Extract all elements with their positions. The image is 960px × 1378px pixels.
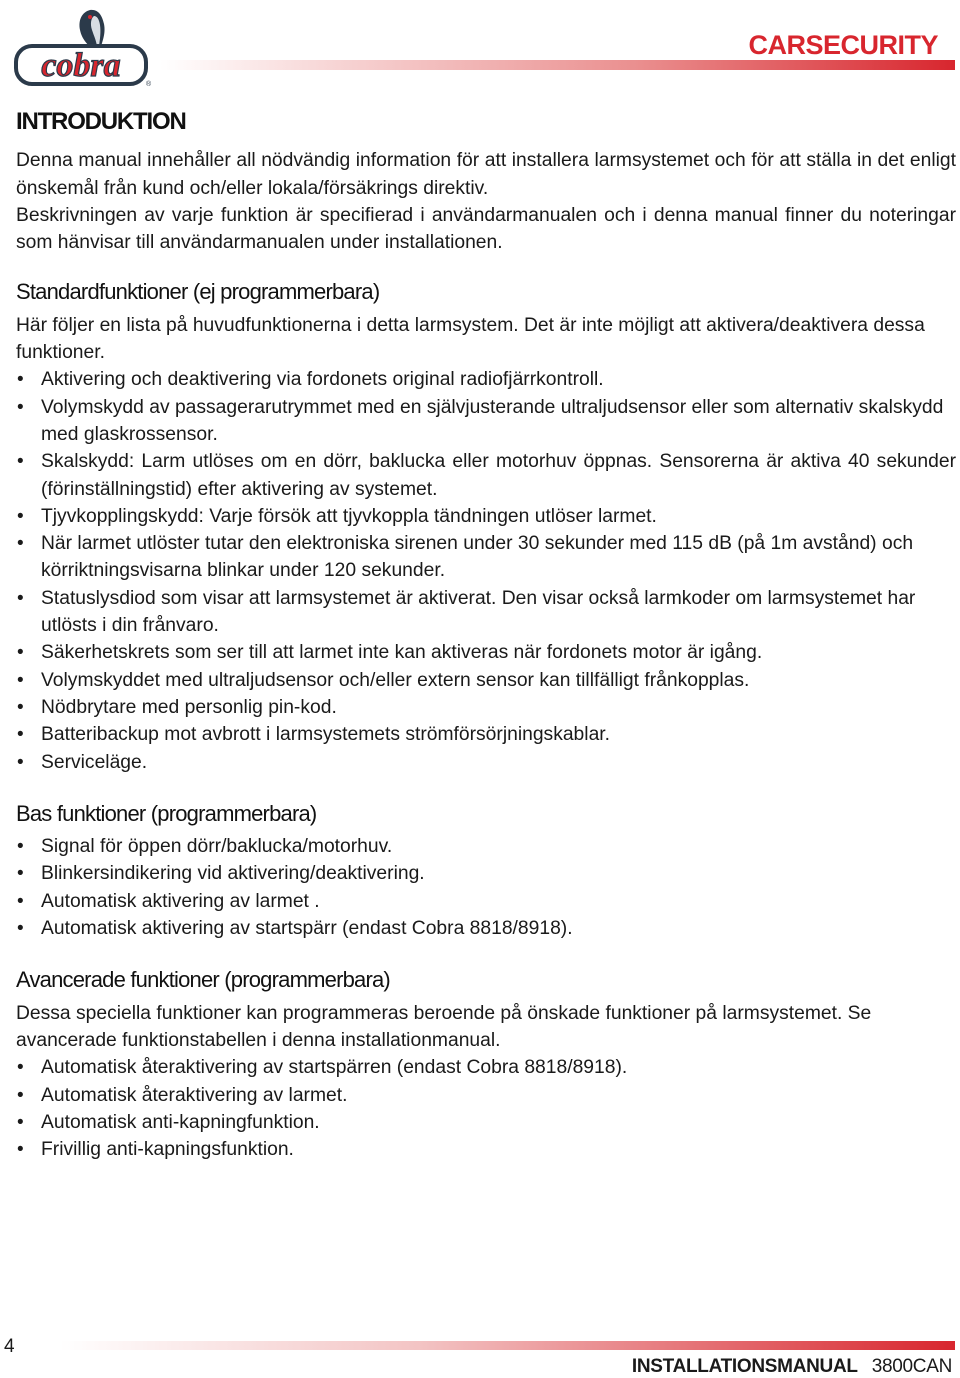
list-item: • Tjyvkopplingskydd: Varje försök att tjyvkoppla tändningen utlöser larmet. [16, 503, 956, 530]
footer-gradient-stripe [60, 1341, 955, 1350]
standard-functions-intro: Här följer en lista på huvudfunktionerna i detta larmsystem. Det är inte möjligt att aktivera/deaktivera dessa funktioner. [16, 314, 925, 364]
basic-functions-list [16, 833, 956, 942]
svg-text:®: ® [146, 81, 152, 88]
list-item: • Automatisk aktivering av startspärr (endast Cobra 8818/8918). [16, 915, 956, 942]
list-item: • Volymskyddet med ultraljudsensor och/eller extern sensor kan tillfälligt frånkopplas. [16, 667, 956, 694]
list-item: • Automatisk aktivering av larmet . [16, 888, 956, 915]
list-item: • Signal för öppen dörr/baklucka/motorhuv. [16, 833, 956, 860]
page-number: 4 [4, 1336, 15, 1357]
list-item: • Serviceläge. [16, 749, 956, 776]
footer-title [632, 1356, 952, 1378]
list-item: • Statuslysdiod som visar att larmsystemet är aktiverat. Den visar också larmkoder om larmsystemet har utlösts i din frånvaro. [16, 585, 956, 640]
standard-functions-heading: Standardfunktioner (ej programmerbara) [16, 279, 380, 305]
basic-functions-heading: Bas funktioner (programmerbara) [16, 800, 317, 826]
manual-label: INSTALLATIONSMANUAL [631, 1356, 858, 1377]
list-item: • När larmet utlöster tutar den elektroniska sirenen under 30 sekunder med 115 dB (på 1m avstånd) och körriktningsvisarna blinkar under 120 sekunder. [16, 530, 956, 585]
list-item: • Volymskydd av passagerarutrymmet med en självjusterande ultraljudsensor eller som alternativ skalskydd med glaskrossensor. [16, 394, 956, 449]
document-body [16, 108, 956, 1163]
header-gradient-stripe [160, 60, 955, 70]
list-item: • Automatisk återaktivering av startspärren (endast Cobra 8818/8918). [16, 1054, 956, 1081]
list-item: • Frivillig anti-kapningsfunktion. [16, 1136, 956, 1163]
model-label: 3800CAN [871, 1356, 952, 1377]
intro-heading: INTRODUKTION [16, 108, 186, 135]
intro-paragraph-1: Denna manual innehåller all nödvändig information för att installera larmsystemet och för att ställa in det enligt önskemål från kund och/eller lokala/försäkrings direktiv. [16, 150, 956, 199]
advanced-functions-list [16, 1054, 956, 1163]
list-item: • Automatisk återaktivering av larmet. [16, 1082, 956, 1109]
intro-paragraph-2: Beskrivningen av varje funktion är specifierad i användarmanualen och i denna manual finner du noteringar som hänvisar till användarmanualen under installationen. [16, 204, 956, 254]
list-item: • Batteribackup mot avbrott i larmsystemets strömförsörjningskablar. [16, 721, 956, 748]
list-item: • Säkerhetskrets som ser till att larmet inte kan aktiveras när fordonets motor är igång. [16, 639, 956, 666]
standard-functions-list [16, 366, 956, 775]
list-item: • Aktivering och deaktivering via fordonets original radiofjärrkontroll. [16, 366, 956, 393]
car-security-brand: CARSECURITY [748, 30, 938, 60]
advanced-functions-intro: Dessa speciella funktioner kan programmeras beroende på önskade funktioner på larmsystemet. Se avancerade funktionstabellen i denna installationmanual. [16, 1002, 872, 1051]
page-header [0, 0, 960, 95]
list-item: • Skalskydd: Larm utlöses om en dörr, baklucka eller motorhuv öppnas. Sensorerna är aktiva 40 sekunder (förinställningstid) efter aktivering av systemet. [16, 448, 956, 503]
list-item: • Blinkersindikering vid aktivering/deaktivering. [16, 860, 956, 887]
cobra-logo [12, 6, 152, 90]
list-item: • Automatisk anti-kapningfunktion. [16, 1109, 956, 1136]
list-item: • Nödbrytare med personlig pin-kod. [16, 694, 956, 721]
svg-text:cobra: cobra [41, 47, 121, 84]
advanced-functions-heading: Avancerade funktioner (programmerbara) [16, 967, 390, 993]
